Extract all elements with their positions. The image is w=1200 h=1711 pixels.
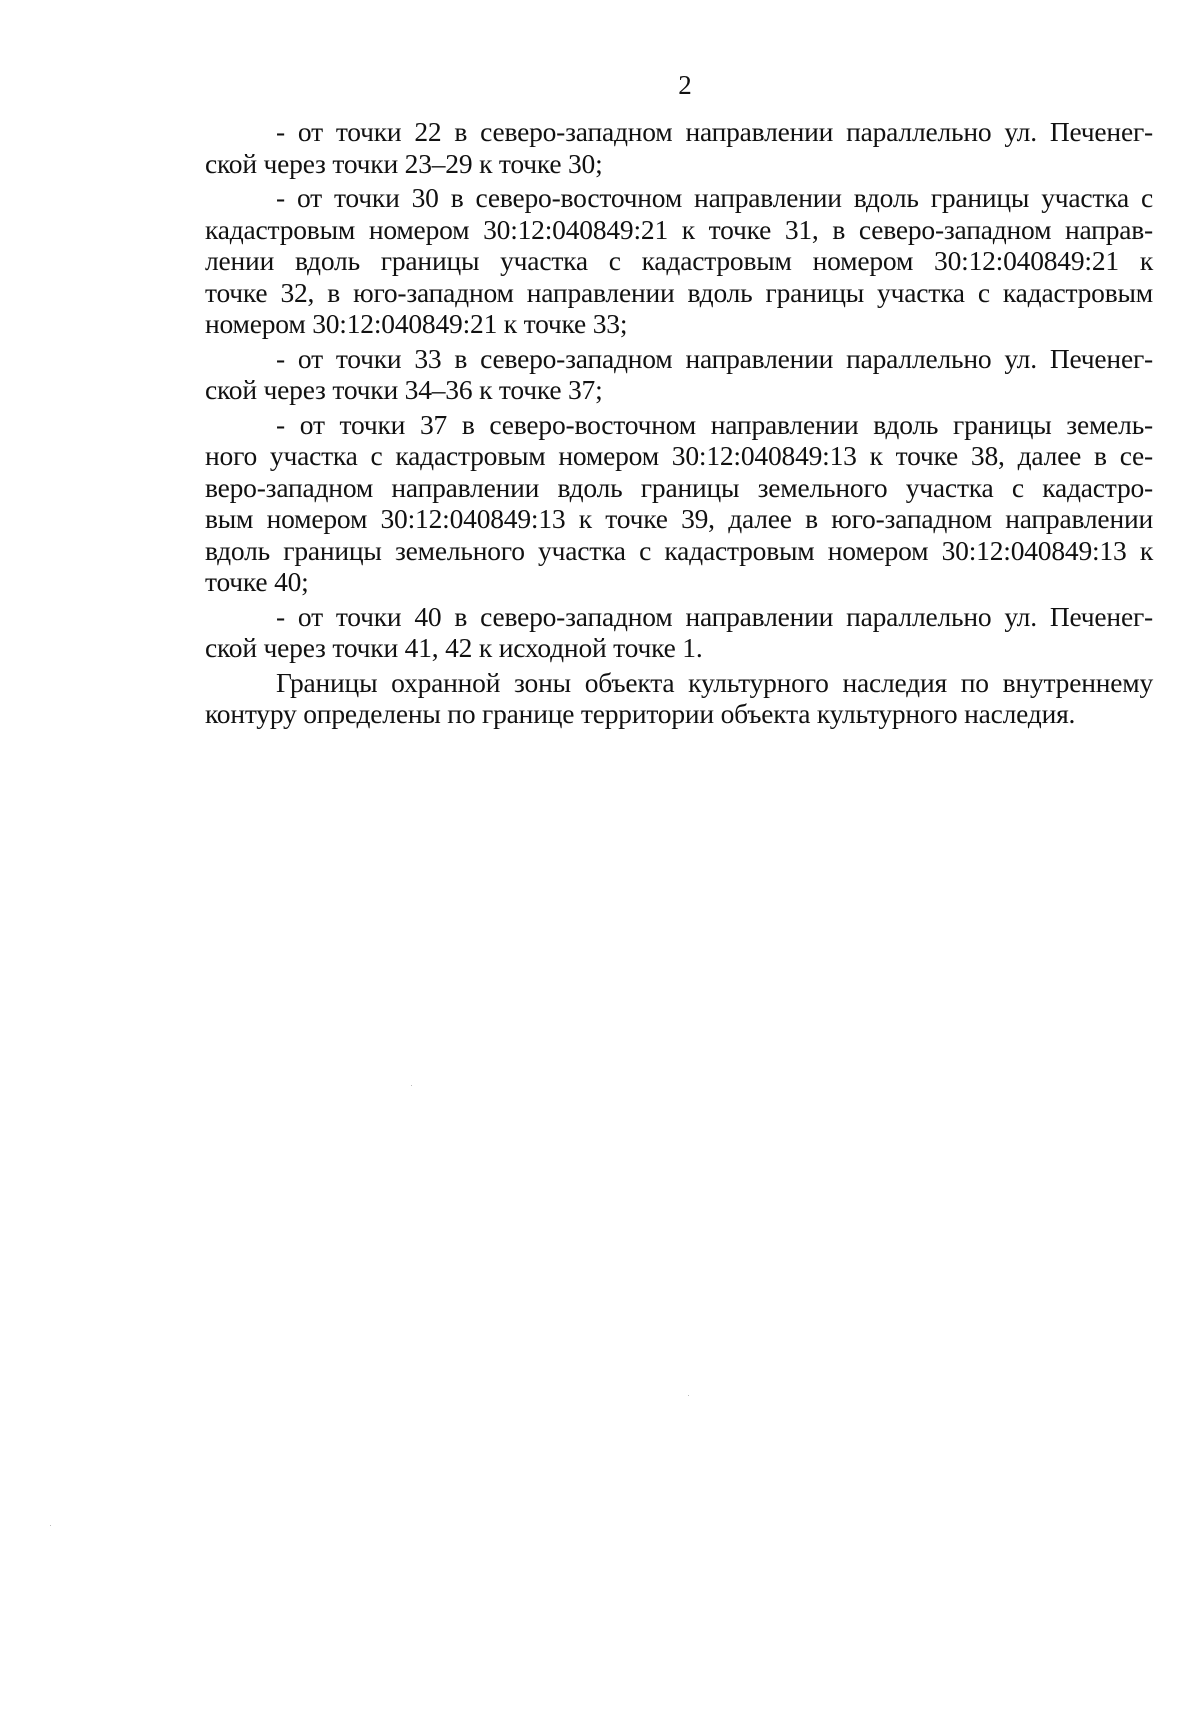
document-body <box>205 116 1153 730</box>
text-line: кадастровым номером 30:12:040849:21 к точке 31, в северо-западном направ- <box>205 213 1153 245</box>
scan-speck <box>411 1085 412 1086</box>
scan-speck <box>50 1525 51 1526</box>
paragraph-point-30-to-33 <box>205 182 1153 340</box>
text-line: лении вдоль границы участка с кадастровым номером 30:12:040849:21 к <box>205 245 1153 276</box>
scan-speck <box>688 1395 689 1396</box>
paragraph-point-22-to-30 <box>205 116 1153 179</box>
page-number: 2 <box>678 70 692 100</box>
text-line: - от точки 33 в северо-западном направлении параллельно ул. Печенег- <box>276 342 1153 374</box>
text-line: ской через точки 41, 42 к исходной точке 1. <box>205 632 703 663</box>
paragraph-point-37-to-40 <box>205 409 1153 598</box>
text-line: - от точки 40 в северо-западном направлении параллельно ул. Печенег- <box>276 600 1153 632</box>
text-line: вым номером 30:12:040849:13 к точке 39, далее в юго-западном направлении <box>205 503 1153 534</box>
text-line: номером 30:12:040849:21 к точке 33; <box>205 308 628 339</box>
paragraph-point-33-to-37 <box>205 343 1153 406</box>
text-line: - от точки 37 в северо-восточном направлении вдоль границы земель- <box>276 408 1153 440</box>
text-line: ской через точки 34–36 к точке 37; <box>205 374 603 405</box>
text-line: вдоль границы земельного участка с кадастровым номером 30:12:040849:13 к <box>205 534 1153 566</box>
paragraph-inner-contour <box>205 667 1153 730</box>
text-line: контуру определены по границе территории объекта культурного наследия. <box>205 698 1076 729</box>
text-line: веро-западном направлении вдоль границы земельного участка с кадастро- <box>205 471 1153 503</box>
text-line: точке 32, в юго-западном направлении вдоль границы участка с кадастровым <box>205 276 1153 308</box>
text-line: ного участка с кадастровым номером 30:12:040849:13 к точке 38, далее в се- <box>205 440 1153 471</box>
paragraph-point-40-to-1 <box>205 601 1153 664</box>
text-line: - от точки 22 в северо-западном направлении параллельно ул. Печенег- <box>276 116 1153 147</box>
text-line: - от точки 30 в северо-восточном направлении вдоль границы участка с <box>276 182 1153 213</box>
text-line: точке 40; <box>205 566 309 597</box>
text-line: ской через точки 23–29 к точке 30; <box>205 147 603 179</box>
text-line: Границы охранной зоны объекта культурного наследия по внутреннему <box>276 666 1153 698</box>
